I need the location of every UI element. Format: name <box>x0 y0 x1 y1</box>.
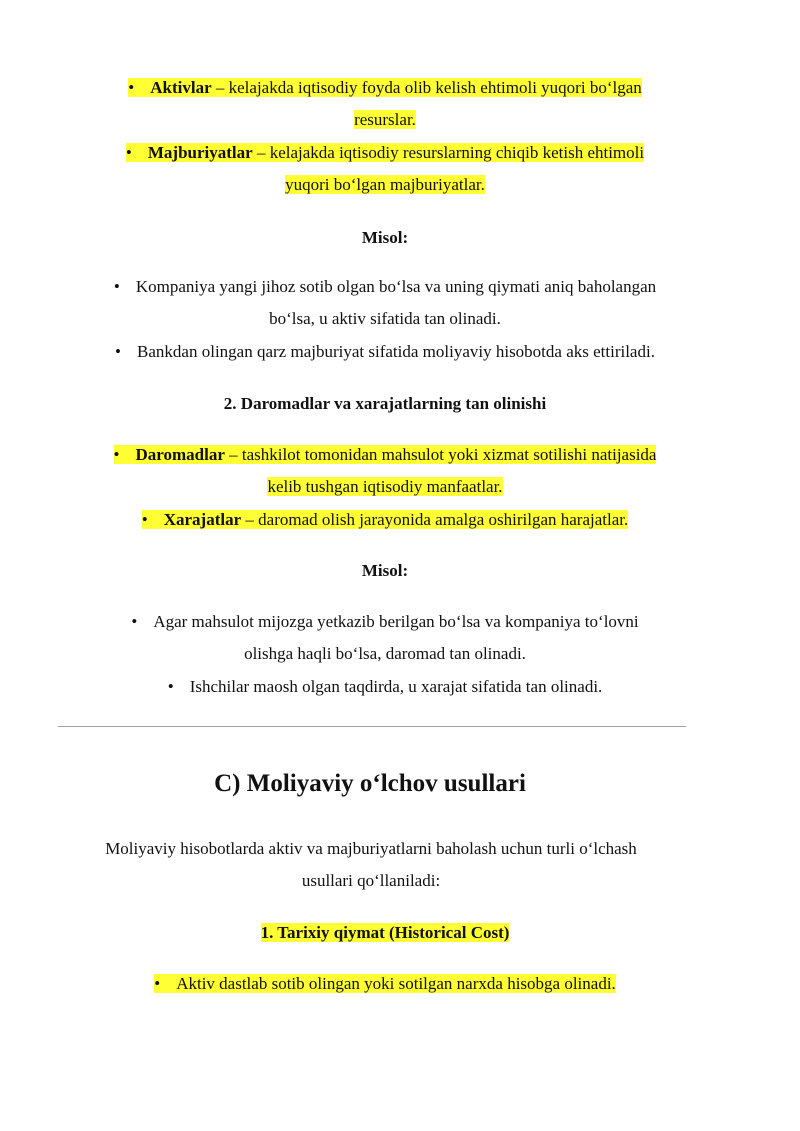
section-2-title-text: 2. Daromadlar va xarajatlarning tan olinishi <box>223 394 547 413</box>
bullet: • <box>131 612 138 631</box>
majburiyatlar-text-1: – kelajakda iqtisodiy resurslarning chiqib ketish ehtimoli <box>252 143 645 162</box>
daromadlar-text-1: – tashkilot tomonidan mahsulot yoki xizmat sotilishi natijasida <box>224 445 657 464</box>
example-1-text-1: Kompaniya yangi jihoz sotib olgan bo‘lsa va uning qiymati aniq baholangan <box>135 277 657 296</box>
bullet: • <box>167 677 174 696</box>
bullet: • <box>125 143 132 162</box>
example-3 <box>60 606 710 670</box>
example-2 <box>60 336 710 368</box>
section-c-title: C) Moliyaviy o‘lchov usullari <box>214 770 526 797</box>
aktivlar-text-2: resurslar. <box>354 110 416 129</box>
historical-cost-bullet <box>60 968 710 1000</box>
daromadlar-text-2: kelib tushgan iqtisodiy manfaatlar. <box>267 477 503 496</box>
example-3-text-2: olishga haqli bo‘lsa, daromad tan olinadi. <box>244 644 526 663</box>
xarajatlar-definition <box>60 504 710 536</box>
intro-text-1: Moliyaviy hisobotlarda aktiv va majburiyatlarni baholash uchun turli o‘lchash <box>105 839 637 858</box>
horizontal-divider <box>58 726 686 727</box>
bullet: • <box>113 277 120 296</box>
misol-label-2: Misol: <box>361 561 409 580</box>
section-2-title <box>60 388 710 420</box>
subsection-1-title-text: 1. Tarixiy qiymat (Historical Cost) <box>260 923 510 942</box>
bullet: • <box>141 510 148 529</box>
misol-heading-2 <box>60 555 710 587</box>
section-c-intro <box>46 833 696 897</box>
misol-label-1: Misol: <box>361 228 409 247</box>
term-aktivlar: Aktivlar <box>150 78 212 97</box>
example-2-text: Bankdan olingan qarz majburiyat sifatida moliyaviy hisobotda aks ettiriladi. <box>137 342 655 361</box>
bullet: • <box>115 342 121 361</box>
daromadlar-definition <box>60 439 710 503</box>
subsection-1-title <box>60 917 710 949</box>
example-4-text: Ishchilar maosh olgan taqdirda, u xarajat sifatida tan olinadi. <box>189 677 603 696</box>
aktivlar-definition <box>60 72 710 136</box>
xarajatlar-text-1: – daromad olish jarayonida amalga oshirilgan harajatlar. <box>241 510 629 529</box>
bullet: • <box>128 78 135 97</box>
historical-cost-text: Aktiv dastlab sotib olingan yoki sotilgan narxda hisobga olinadi. <box>176 974 616 993</box>
misol-heading-1 <box>60 222 710 254</box>
majburiyatlar-text-2: yuqori bo‘lgan majburiyatlar. <box>285 175 485 194</box>
intro-text-2: usullari qo‘llaniladi: <box>301 871 441 890</box>
majburiyatlar-definition <box>60 137 710 201</box>
term-daromadlar: Daromadlar <box>135 445 225 464</box>
aktivlar-text-1: – kelajakda iqtisodiy foyda olib kelish ehtimoli yuqori bo‘lgan <box>211 78 642 97</box>
term-xarajatlar: Xarajatlar <box>163 510 242 529</box>
example-4 <box>60 671 710 703</box>
bullet: • <box>113 445 120 464</box>
example-1-text-2: bo‘lsa, u aktiv sifatida tan olinadi. <box>269 309 501 328</box>
example-3-text-1: Agar mahsulot mijozga yetkazib berilgan bo‘lsa va kompaniya to‘lovni <box>153 612 639 631</box>
example-1 <box>60 271 710 335</box>
bullet: • <box>154 974 161 993</box>
term-majburiyatlar: Majburiyatlar <box>147 143 253 162</box>
